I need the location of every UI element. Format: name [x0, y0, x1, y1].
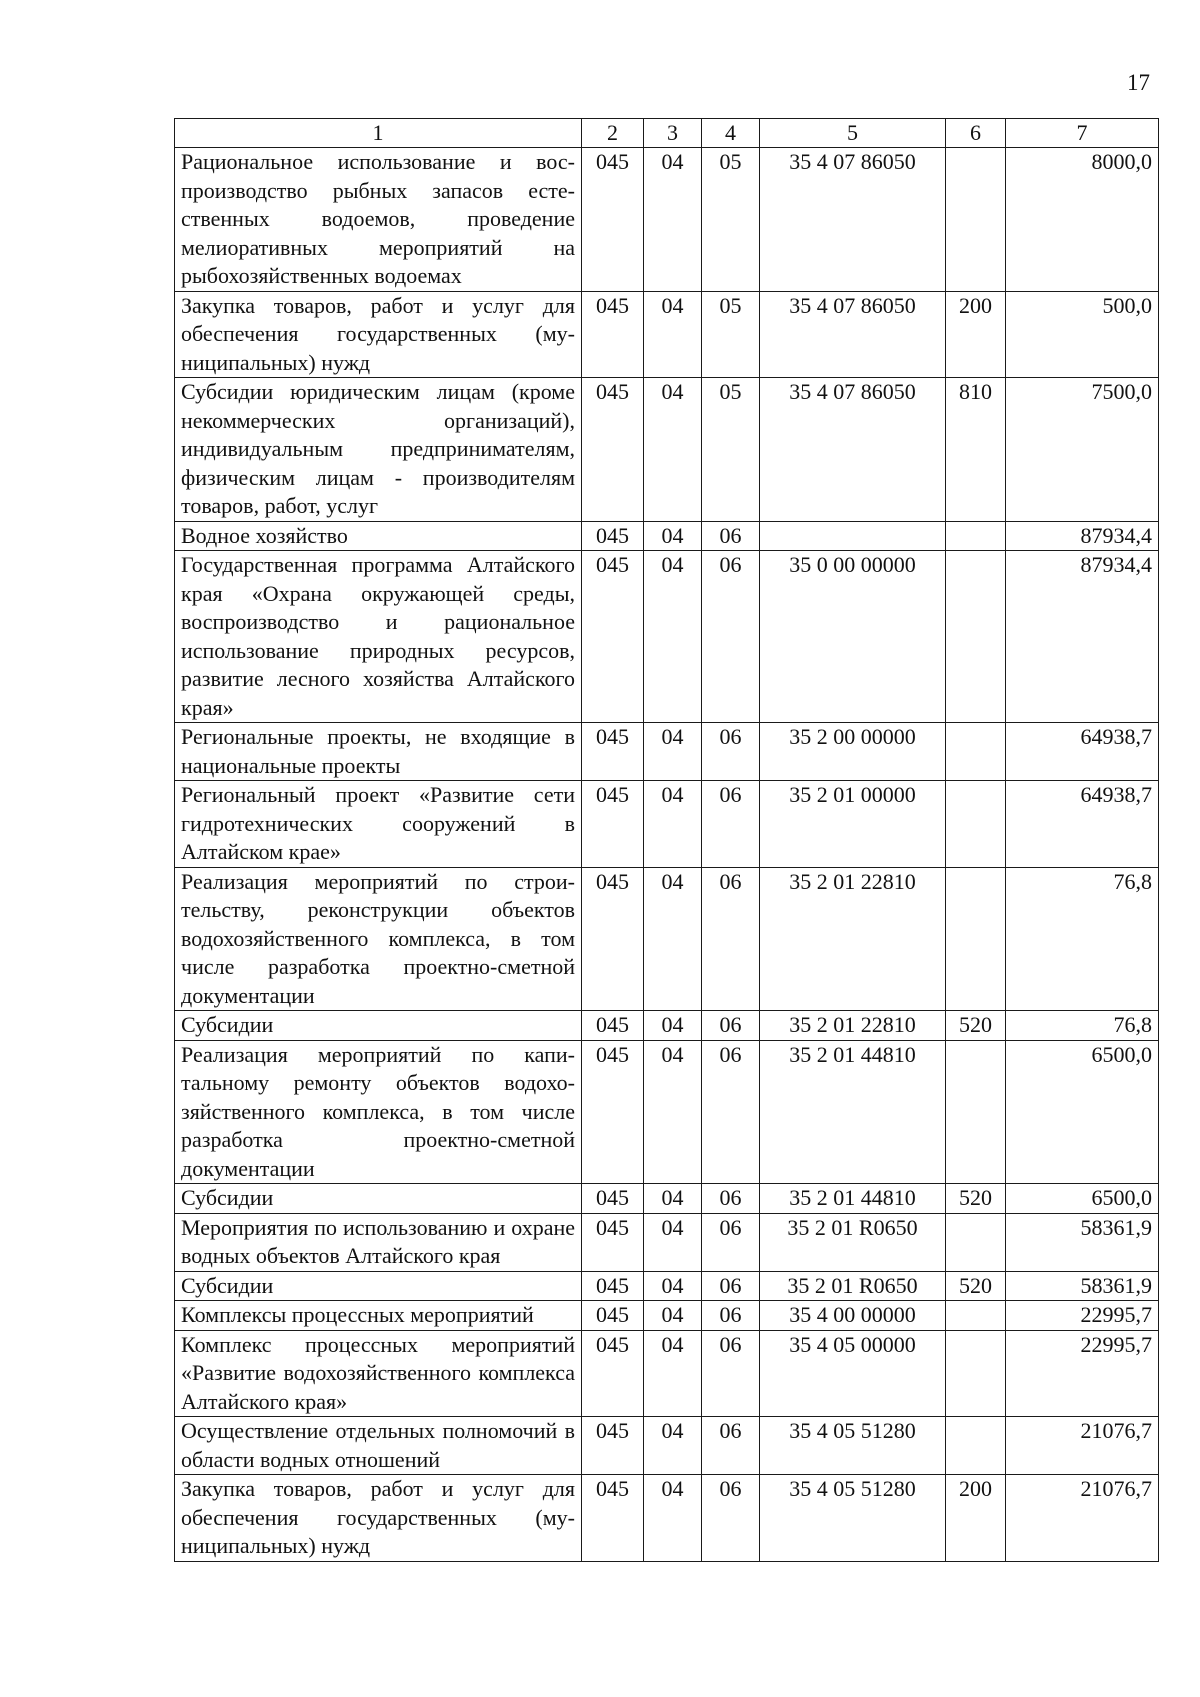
row-target-article: 35 2 00 00000 [760, 723, 946, 781]
row-expense-type: 520 [946, 1184, 1006, 1214]
row-target-article: 35 4 05 00000 [760, 1330, 946, 1417]
table-row [175, 1040, 1159, 1184]
row-target-article: 35 2 01 R0650 [760, 1213, 946, 1271]
row-name: Закупка товаров, работ и услуг для обеспечения государственных (муниципальных) нужд [175, 291, 582, 378]
table-row [175, 1330, 1159, 1417]
table-row [175, 148, 1159, 292]
row-section-code: 04 [644, 291, 702, 378]
row-expense-type [946, 1301, 1006, 1331]
row-target-article: 35 4 07 86050 [760, 378, 946, 522]
row-section-code: 04 [644, 551, 702, 723]
row-name: Региональный проект «Развитие сети гидротехнических сооружений в Алтайском крае» [175, 781, 582, 868]
row-grbs-code: 045 [582, 781, 644, 868]
row-name: Субсидии [175, 1184, 582, 1214]
row-subsection-code: 06 [702, 551, 760, 723]
table-header [175, 119, 1159, 148]
row-grbs-code: 045 [582, 1330, 644, 1417]
header-row [175, 119, 1159, 148]
row-grbs-code: 045 [582, 1184, 644, 1214]
row-subsection-code: 06 [702, 1184, 760, 1214]
row-name: Мероприятия по использованию и охране водных объектов Алтайского края [175, 1213, 582, 1271]
table-row [175, 723, 1159, 781]
row-amount: 8000,0 [1006, 148, 1159, 292]
row-expense-type [946, 1417, 1006, 1475]
row-subsection-code: 06 [702, 521, 760, 551]
row-amount: 500,0 [1006, 291, 1159, 378]
row-name: Реализация мероприятий по строительству, реконструкции объектов водохозяйственного комплекса, в том числе разработка проектно-сметной документации [175, 867, 582, 1011]
column-header-2: 2 [582, 119, 644, 148]
row-name: Государственная программа Алтайского края «Охрана окружающей среды, воспроизводство и рациональное использование природных ресурсов, развитие лесного хозяйства Алтайского края» [175, 551, 582, 723]
column-header-3: 3 [644, 119, 702, 148]
row-grbs-code: 045 [582, 291, 644, 378]
row-amount: 58361,9 [1006, 1271, 1159, 1301]
row-subsection-code: 06 [702, 1301, 760, 1331]
row-expense-type: 200 [946, 1475, 1006, 1562]
row-subsection-code: 06 [702, 1417, 760, 1475]
row-expense-type [946, 521, 1006, 551]
row-grbs-code: 045 [582, 1475, 644, 1562]
row-name: Субсидии [175, 1011, 582, 1041]
row-target-article: 35 4 05 51280 [760, 1475, 946, 1562]
row-name: Реализация мероприятий по капитальному ремонту объектов водохозяйственного комплекса, в том числе разработка проектно-сметной документации [175, 1040, 582, 1184]
row-grbs-code: 045 [582, 148, 644, 292]
row-expense-type [946, 1330, 1006, 1417]
row-amount: 7500,0 [1006, 378, 1159, 522]
row-amount: 6500,0 [1006, 1040, 1159, 1184]
row-subsection-code: 06 [702, 867, 760, 1011]
row-section-code: 04 [644, 378, 702, 522]
row-amount: 21076,7 [1006, 1475, 1159, 1562]
row-target-article: 35 2 01 44810 [760, 1184, 946, 1214]
row-grbs-code: 045 [582, 1040, 644, 1184]
row-subsection-code: 06 [702, 723, 760, 781]
row-amount: 87934,4 [1006, 551, 1159, 723]
row-section-code: 04 [644, 148, 702, 292]
row-name: Рациональное использование и воспроизводство рыбных запасов естественных водоемов, проведение мелиоративных мероприятий на рыбохозяйственных водоемах [175, 148, 582, 292]
row-amount: 58361,9 [1006, 1213, 1159, 1271]
row-target-article: 35 4 07 86050 [760, 291, 946, 378]
row-target-article: 35 4 00 00000 [760, 1301, 946, 1331]
table-row [175, 1301, 1159, 1331]
row-grbs-code: 045 [582, 1271, 644, 1301]
row-amount: 64938,7 [1006, 781, 1159, 868]
row-subsection-code: 06 [702, 1330, 760, 1417]
row-name: Водное хозяйство [175, 521, 582, 551]
row-section-code: 04 [644, 1184, 702, 1214]
row-amount: 6500,0 [1006, 1184, 1159, 1214]
row-name: Осуществление отдельных полномочий в области водных отношений [175, 1417, 582, 1475]
column-header-7: 7 [1006, 119, 1159, 148]
row-expense-type [946, 1040, 1006, 1184]
row-section-code: 04 [644, 1040, 702, 1184]
row-amount: 21076,7 [1006, 1417, 1159, 1475]
row-grbs-code: 045 [582, 378, 644, 522]
row-name: Региональные проекты, не входящие в национальные проекты [175, 723, 582, 781]
table-row [175, 378, 1159, 522]
page-number: 17 [1127, 70, 1150, 95]
row-subsection-code: 06 [702, 1040, 760, 1184]
row-amount: 64938,7 [1006, 723, 1159, 781]
row-section-code: 04 [644, 1213, 702, 1271]
row-grbs-code: 045 [582, 551, 644, 723]
row-expense-type: 810 [946, 378, 1006, 522]
row-name: Закупка товаров, работ и услуг для обеспечения государственных (муниципальных) нужд [175, 1475, 582, 1562]
table-row [175, 291, 1159, 378]
column-header-6: 6 [946, 119, 1006, 148]
row-grbs-code: 045 [582, 723, 644, 781]
table-row [175, 1417, 1159, 1475]
row-target-article [760, 521, 946, 551]
row-name: Комплексы процессных мероприятий [175, 1301, 582, 1331]
table-row [175, 867, 1159, 1011]
column-header-1: 1 [175, 119, 582, 148]
row-expense-type [946, 148, 1006, 292]
row-grbs-code: 045 [582, 1417, 644, 1475]
row-section-code: 04 [644, 1301, 702, 1331]
row-expense-type [946, 551, 1006, 723]
row-amount: 22995,7 [1006, 1301, 1159, 1331]
row-grbs-code: 045 [582, 521, 644, 551]
row-subsection-code: 06 [702, 781, 760, 868]
row-grbs-code: 045 [582, 1213, 644, 1271]
row-target-article: 35 4 07 86050 [760, 148, 946, 292]
row-section-code: 04 [644, 1271, 702, 1301]
row-grbs-code: 045 [582, 1011, 644, 1041]
row-name: Субсидии [175, 1271, 582, 1301]
table-row [175, 1213, 1159, 1271]
row-expense-type [946, 781, 1006, 868]
row-expense-type [946, 1213, 1006, 1271]
row-subsection-code: 05 [702, 148, 760, 292]
row-section-code: 04 [644, 1011, 702, 1041]
row-name: Субсидии юридическим лицам (кроме некоммерческих организаций), индивидуальным предпринимателям, физическим лицам - производителям товаров, работ, услуг [175, 378, 582, 522]
row-subsection-code: 06 [702, 1011, 760, 1041]
row-target-article: 35 2 01 00000 [760, 781, 946, 868]
row-subsection-code: 05 [702, 378, 760, 522]
row-target-article: 35 2 01 44810 [760, 1040, 946, 1184]
column-header-5: 5 [760, 119, 946, 148]
row-target-article: 35 2 01 R0650 [760, 1271, 946, 1301]
row-section-code: 04 [644, 781, 702, 868]
row-amount: 87934,4 [1006, 521, 1159, 551]
row-amount: 76,8 [1006, 867, 1159, 1011]
table-row [175, 1271, 1159, 1301]
row-target-article: 35 2 01 22810 [760, 867, 946, 1011]
row-target-article: 35 0 00 00000 [760, 551, 946, 723]
column-header-4: 4 [702, 119, 760, 148]
table-row [175, 781, 1159, 868]
row-section-code: 04 [644, 1330, 702, 1417]
row-expense-type [946, 723, 1006, 781]
row-expense-type: 200 [946, 291, 1006, 378]
row-subsection-code: 06 [702, 1213, 760, 1271]
row-section-code: 04 [644, 1475, 702, 1562]
row-amount: 22995,7 [1006, 1330, 1159, 1417]
row-subsection-code: 06 [702, 1271, 760, 1301]
row-expense-type: 520 [946, 1011, 1006, 1041]
budget-table [174, 118, 1159, 1562]
row-section-code: 04 [644, 1417, 702, 1475]
row-grbs-code: 045 [582, 867, 644, 1011]
row-grbs-code: 045 [582, 1301, 644, 1331]
row-subsection-code: 05 [702, 291, 760, 378]
table-row [175, 1475, 1159, 1562]
table-body [175, 148, 1159, 1562]
row-amount: 76,8 [1006, 1011, 1159, 1041]
row-target-article: 35 4 05 51280 [760, 1417, 946, 1475]
table-row [175, 1011, 1159, 1041]
row-target-article: 35 2 01 22810 [760, 1011, 946, 1041]
row-section-code: 04 [644, 867, 702, 1011]
row-subsection-code: 06 [702, 1475, 760, 1562]
row-expense-type: 520 [946, 1271, 1006, 1301]
table-row [175, 521, 1159, 551]
row-section-code: 04 [644, 723, 702, 781]
row-name: Комплекс процессных мероприятий «Развитие водохозяйственного комплекса Алтайского края» [175, 1330, 582, 1417]
row-expense-type [946, 867, 1006, 1011]
table-row [175, 1184, 1159, 1214]
row-section-code: 04 [644, 521, 702, 551]
table-row [175, 551, 1159, 723]
